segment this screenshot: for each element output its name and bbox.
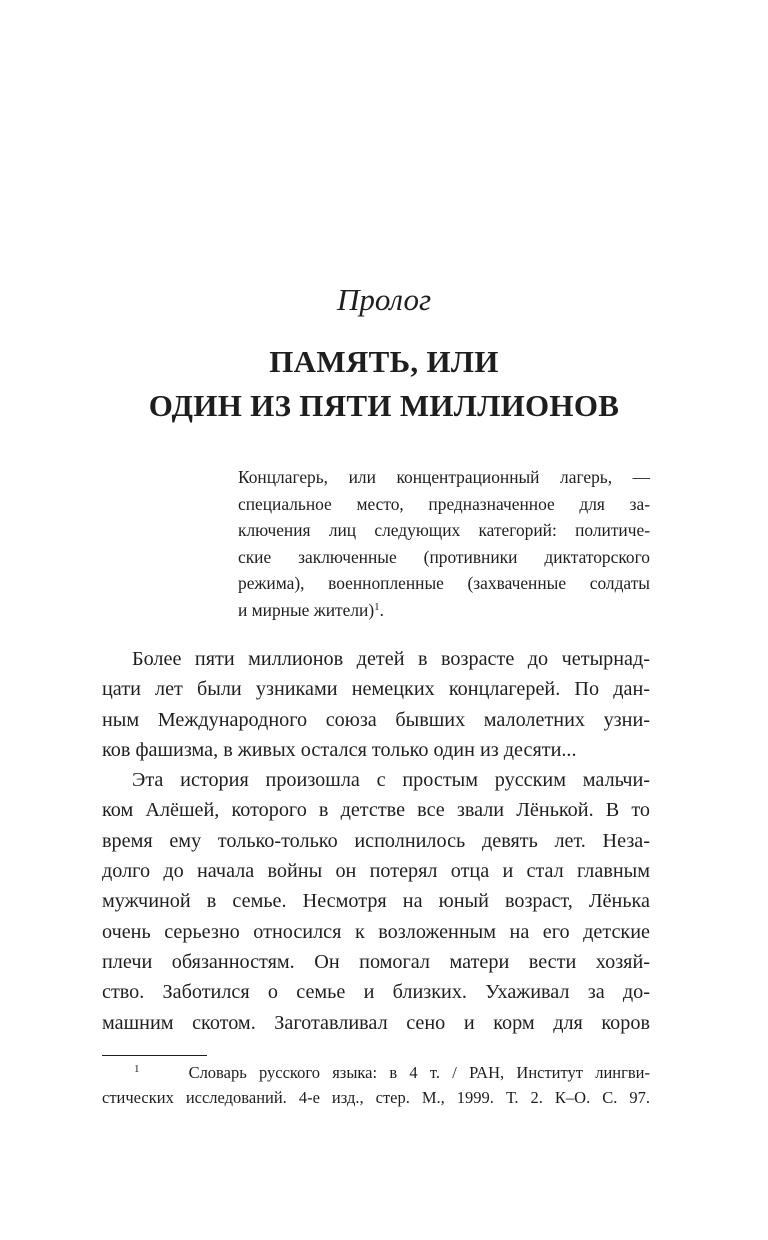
chapter-title-line: ПАМЯТЬ, ИЛИ — [269, 344, 499, 379]
epigraph-line: ские заключенные (противники диктаторского — [238, 546, 650, 567]
epigraph-line-last — [238, 597, 650, 624]
footnote-text: Словарь русского языка: в 4 т. / РАН, Институт лингви- — [188, 1063, 651, 1082]
footnote-line: стических исследований. 4-е изд., стер. М., 1999. Т. 2. К–О. С. 97. — [102, 1088, 650, 1107]
footnote-line — [102, 1060, 650, 1085]
chapter-title — [0, 340, 768, 428]
paragraph-line: цати лет были узниками немецких концлагерей. По дан- — [102, 678, 650, 701]
paragraph-line: плечи обязанностям. Он помогал матери вести хозяй- — [102, 950, 650, 973]
paragraph-line: ком Алёшей, которого в детстве все звали Лёнькой. В то — [102, 799, 650, 822]
paragraph-line: долго до начала войны он потерял отца и стал главным — [102, 860, 650, 883]
body-text — [102, 644, 650, 1038]
chapter-kicker: Пролог — [336, 282, 432, 317]
paragraph-line: ков фашизма, в живых остался только один из десяти... — [102, 738, 577, 761]
paragraph-line: Более пяти миллионов детей в возрасте до четырнад- — [132, 648, 650, 670]
footnote-reference[interactable]: 1 — [374, 600, 380, 613]
epigraph-line: специальное место, предназначенное для за- — [238, 493, 650, 514]
epigraph-line-text: и мирные жители) — [238, 599, 375, 620]
paragraph-line: время ему только-только исполнилось девять лет. Неза- — [102, 829, 650, 852]
epigraph-end-mark: . — [379, 599, 384, 620]
chapter-title-line: ОДИН ИЗ ПЯТИ МИЛЛИОНОВ — [148, 388, 620, 423]
paragraph-line: очень серьезно относился к возложенным на его детские — [102, 920, 650, 943]
paragraph-line: Эта история произошла с простым русским мальчи- — [132, 769, 650, 792]
epigraph-line: режима), военнопленные (захваченные солдаты — [238, 573, 650, 594]
paragraph-line: ным Международного союза бывших малолетних узни- — [102, 708, 650, 731]
epigraph — [238, 464, 650, 624]
epigraph-line: Концлагерь, или концентрационный лагерь, — — [238, 467, 650, 487]
epigraph-line: ключения лиц следующих категорий: политиче- — [238, 520, 650, 541]
paragraph-line: ство. Заботился о семье и близких. Ухаживал за до- — [102, 981, 650, 1004]
footnote-divider — [102, 1055, 207, 1056]
footnote-number: 1 — [134, 1063, 140, 1075]
footnote — [102, 1060, 650, 1110]
paragraph-line: машним скотом. Заготавливал сено и корм для коров — [102, 1011, 650, 1034]
paragraph-line: мужчиной в семье. Несмотря на юный возраст, Лёнька — [102, 890, 650, 913]
